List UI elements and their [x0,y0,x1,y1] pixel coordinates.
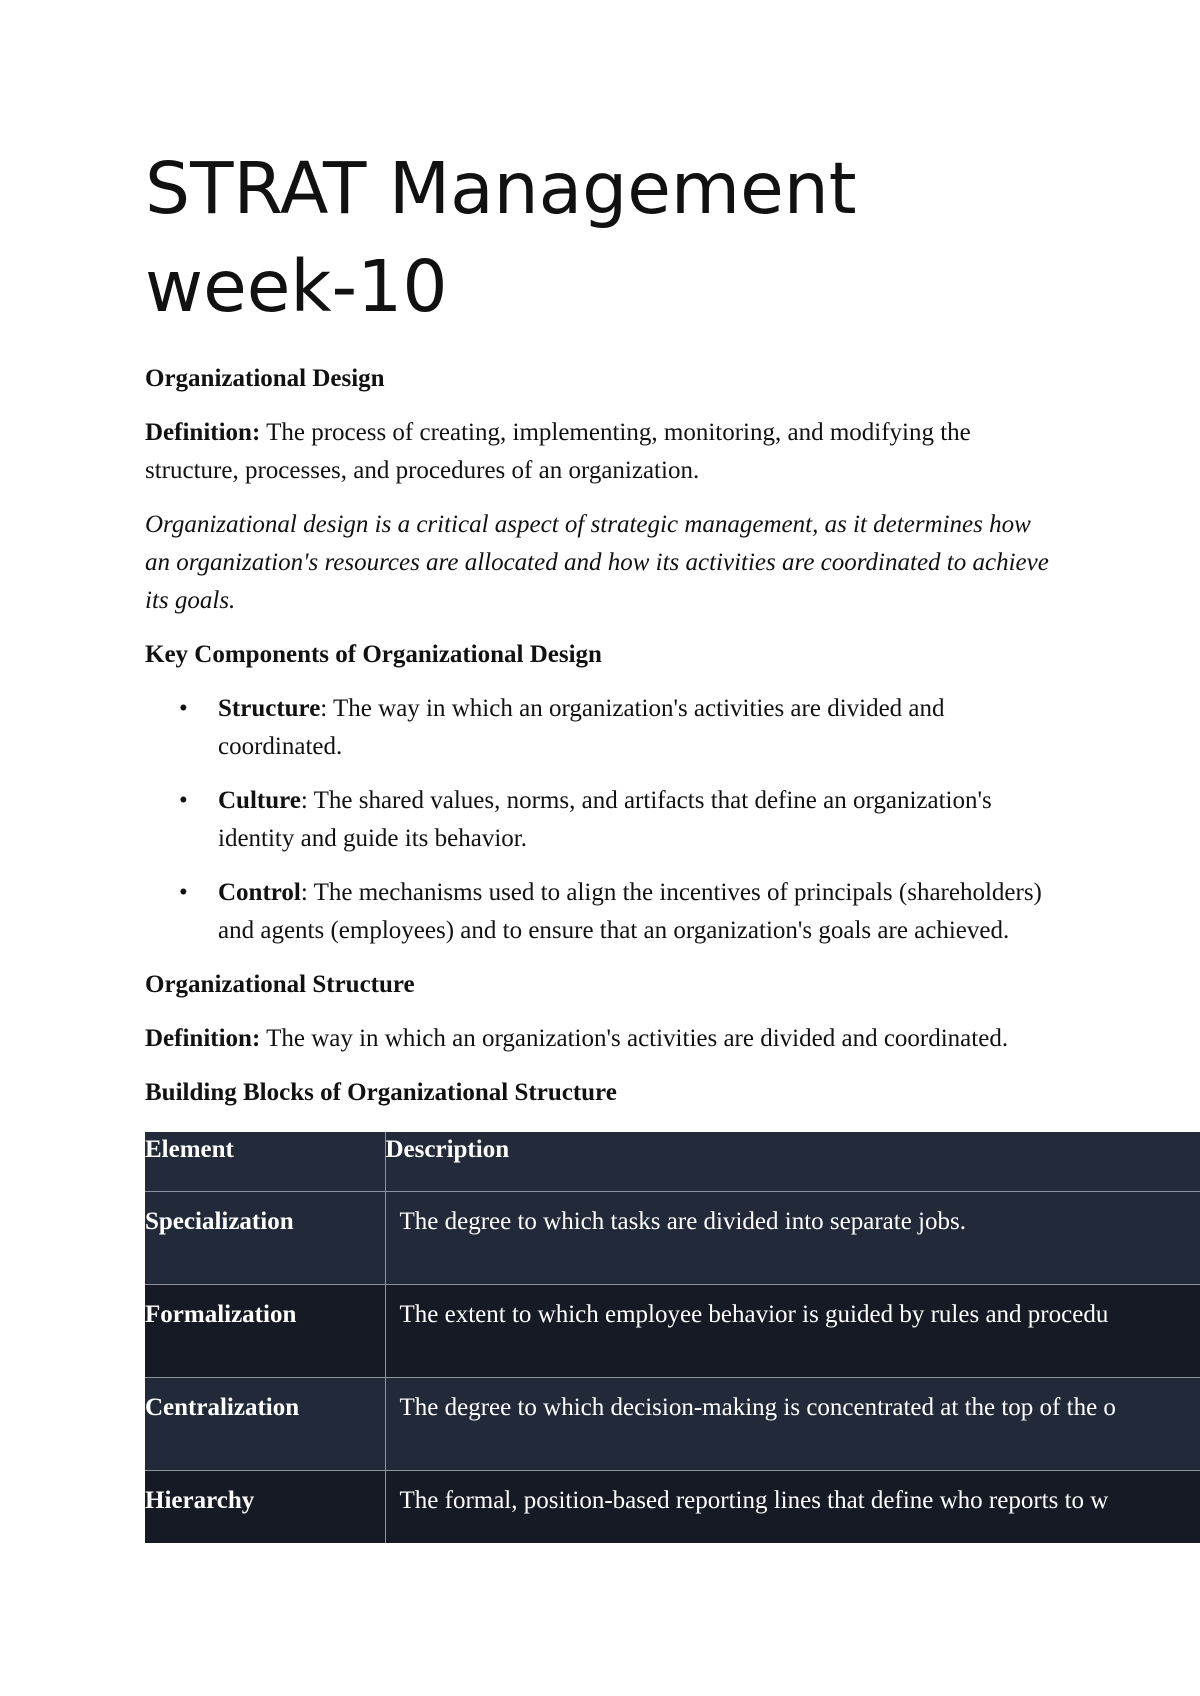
org-structure-heading: Organizational Structure [145,971,415,998]
title-line-1: STRAT Management [145,147,857,230]
element-cell: Centralization [145,1378,385,1471]
org-design-definition [145,414,1055,490]
element-cell: Specialization [145,1192,385,1285]
list-item [145,782,1058,858]
component-text: : The shared values, norms, and artifacts that define an organization's identity and guide its behavior. [218,787,992,852]
description-cell: The degree to which tasks are divided into separate jobs. [385,1192,1200,1285]
building-blocks-table [145,1132,1200,1543]
org-structure-definition [145,1020,1055,1058]
text-column [145,360,1055,1112]
definition-text: The way in which an organization's activities are divided and coordinated. [260,1025,1009,1052]
definition-label: Definition: [145,1025,261,1052]
org-design-heading: Organizational Design [145,365,385,392]
list-item [145,874,1058,950]
definition-text: The process of creating, implementing, monitoring, and modifying the structure, processes, and procedures of an organization. [145,419,971,484]
document-page [145,140,1200,1543]
description-cell: The degree to which decision-making is concentrated at the top of the o [385,1378,1200,1471]
element-cell: Formalization [145,1285,385,1378]
bullet-icon: • [179,879,188,906]
org-design-note: Organizational design is a critical aspect of strategic management, as it determines how an organization's resources are allocated and how its activities are coordinated to achieve its goals. [145,511,1049,614]
component-term: Control [218,879,301,906]
description-cell: The formal, position-based reporting lines that define who reports to w [385,1471,1200,1544]
list-item [145,690,1058,766]
column-header-description: Description [385,1132,1200,1192]
table-header-row [145,1132,1200,1192]
definition-label: Definition: [145,419,261,446]
component-text: : The way in which an organization's activities are divided and coordinated. [218,695,945,760]
document-title [145,140,1200,336]
bullet-icon: • [179,695,188,722]
component-text: : The mechanisms used to align the incentives of principals (shareholders) and agents (employees) and to ensure that an organization's goals are achieved. [218,879,1042,944]
key-components-heading: Key Components of Organizational Design [145,641,602,668]
table-row [145,1192,1200,1285]
title-line-2: week-10 [145,245,448,328]
table-row [145,1285,1200,1378]
element-cell: Hierarchy [145,1471,385,1544]
table-row [145,1471,1200,1544]
components-list [145,690,1055,950]
bullet-icon: • [179,787,188,814]
component-term: Structure [218,695,321,722]
component-term: Culture [218,787,301,814]
building-blocks-heading: Building Blocks of Organizational Structure [145,1079,617,1106]
description-cell: The extent to which employee behavior is guided by rules and procedu [385,1285,1200,1378]
table-row [145,1378,1200,1471]
column-header-element: Element [145,1132,385,1192]
